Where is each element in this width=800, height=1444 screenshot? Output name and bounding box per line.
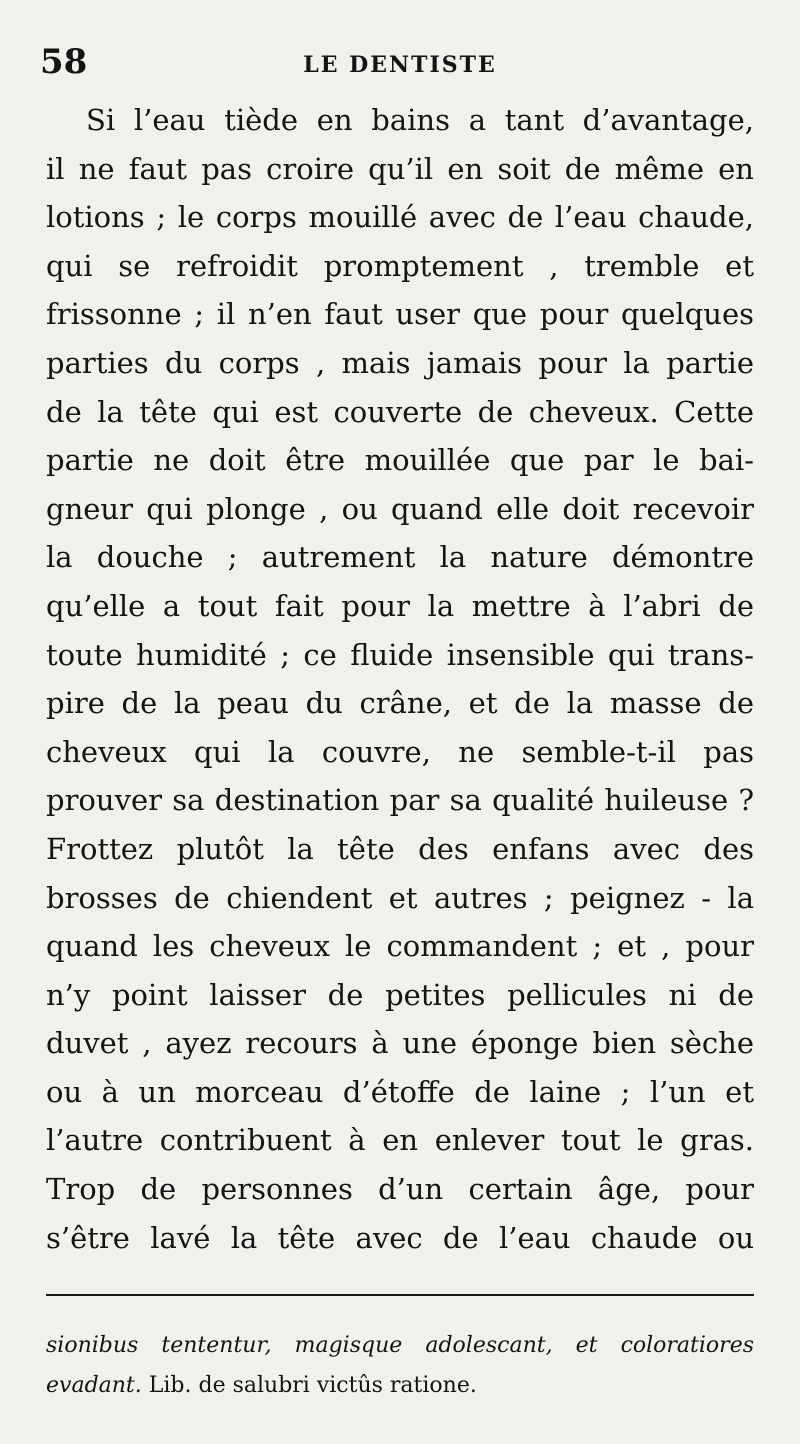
text-line: n’y point laisser de petites pellicules ni de — [46, 977, 754, 1012]
text-line: frissonne ; il n’en faut user que pour quelques — [46, 297, 754, 332]
text-line: lotions ; le corps mouillé avec de l’eau chaude, — [46, 200, 754, 235]
page-number: 58 — [40, 42, 88, 82]
running-head: LE DENTISTE — [303, 52, 497, 78]
text-line: ou à un morceau d’étoffe de laine ; l’un et — [46, 1074, 754, 1109]
text-line: partie ne doit être mouillée que par le bai- — [46, 443, 754, 478]
text-line: Frottez plutôt la tête des enfans avec des — [46, 831, 754, 866]
text-line: il ne faut pas croire qu’il en soit de même en — [46, 151, 754, 186]
text-line: quand les cheveux le commandent ; et , pour — [46, 929, 754, 964]
text-line: prouver sa destination par sa qualité huileuse ? — [46, 783, 754, 818]
footnote-source: Lib. de salubri victûs ratione. — [148, 1373, 477, 1398]
text-line: parties du corps , mais jamais pour la partie — [46, 345, 754, 380]
text-line: pire de la peau du crâne, et de la masse de — [46, 686, 754, 721]
text-line: qui se refroidit promptement , tremble et — [46, 248, 754, 283]
text-line: duvet , ayez recours à une éponge bien sèche — [46, 1026, 754, 1061]
text-line: s’être lavé la tête avec de l’eau chaude ou — [46, 1220, 754, 1255]
footnote-italic: evadant. — [46, 1373, 142, 1398]
text-line: brosses de chiendent et autres ; peignez - la — [46, 880, 754, 915]
text-line: la douche ; autrement la nature démontre — [46, 540, 754, 575]
text-line: gneur qui plonge , ou quand elle doit recevoir — [46, 491, 754, 526]
text-line: de la tête qui est couverte de cheveux. Cette — [46, 394, 754, 429]
text-line: toute humidité ; ce fluide insensible qui trans- — [46, 637, 754, 672]
page-header — [40, 42, 760, 92]
body-text — [46, 96, 754, 1262]
text-line: Trop de personnes d’un certain âge, pour — [46, 1172, 754, 1207]
text-line: qu’elle a tout fait pour la mettre à l’abri de — [46, 588, 754, 623]
text-line: cheveux qui la couvre, ne semble-t-il pas — [46, 734, 754, 769]
footnote-rule — [46, 1294, 754, 1296]
footnote-line — [46, 1366, 754, 1406]
text-line: l’autre contribuent à en enlever tout le gras. — [46, 1123, 754, 1158]
text-line: Si l’eau tiède en bains a tant d’avantage, — [86, 103, 754, 137]
footnote-line: sionibus tententur, magisque adolescant, et coloratiores — [46, 1333, 754, 1358]
footnote — [46, 1326, 754, 1406]
